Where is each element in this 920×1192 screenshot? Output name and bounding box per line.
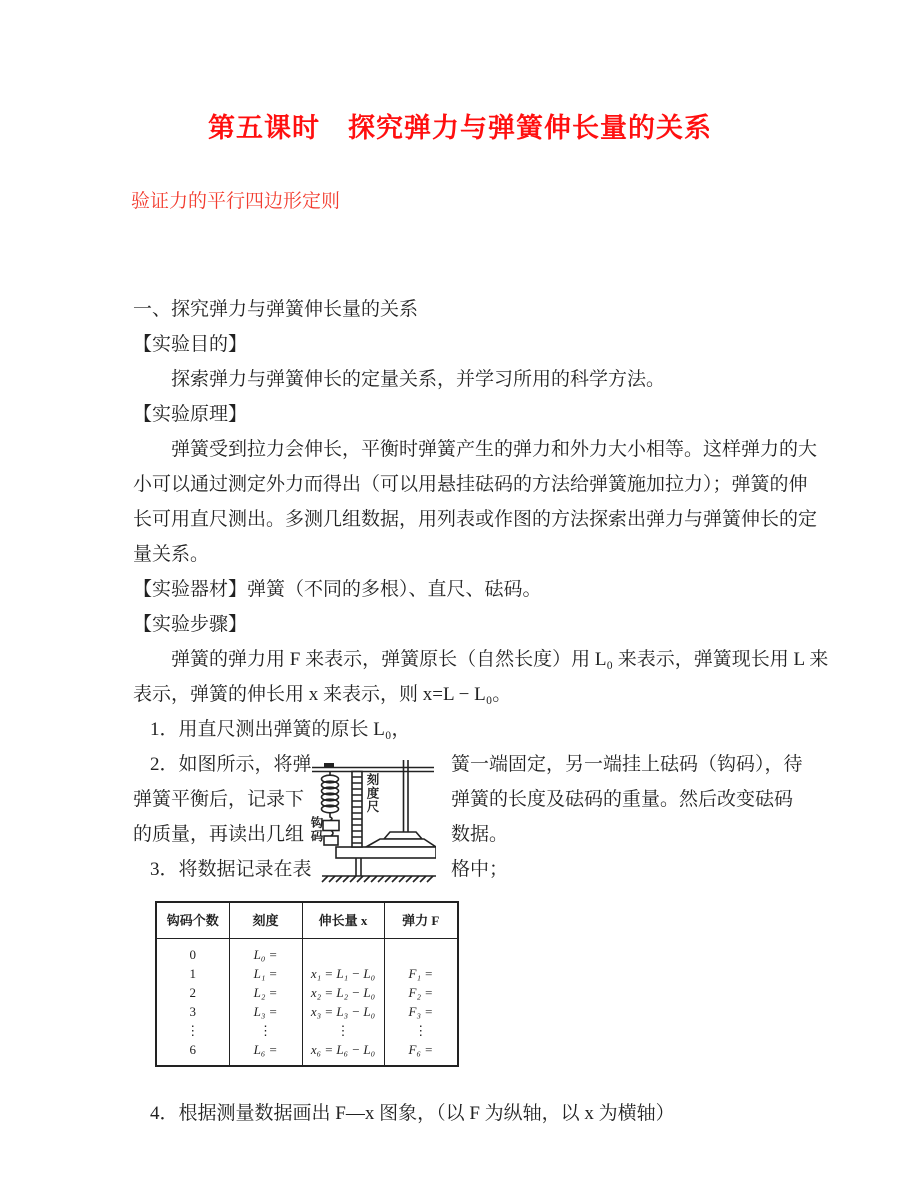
table-header-cell: 伸长量 x <box>302 902 384 939</box>
stand-base <box>366 832 436 847</box>
table-row-ellipsis <box>156 1021 458 1040</box>
table-cell: x₁ = L₁ − L₀ <box>302 964 384 983</box>
principle-line: 小可以通过测定外力而得出（可以用悬挂砝码的方法给弹簧施加拉力）；弹簧的伸 <box>133 474 808 495</box>
table-cell: F₃ = <box>384 1002 458 1021</box>
steps-intro-line: 表示，弹簧的伸长用 x 来表示，则 x=L − L₀。 <box>133 684 512 705</box>
table-header-cell: 刻度 <box>229 902 302 939</box>
step-2-right-line: 簧一端固定，另一端挂上砝码（钩码），待 <box>451 754 803 775</box>
table-cell: 1 <box>189 966 196 981</box>
step-4: 4．根据测量数据画出 F—x 图象，（以 F 为纵轴，以 x 为横轴） <box>150 1103 675 1124</box>
purpose-label: 【实验目的】 <box>133 334 248 355</box>
table-row <box>156 964 458 983</box>
step-3-right-line: 格中； <box>451 859 509 880</box>
table-cell: 2 <box>189 985 196 1000</box>
principle-line: 长可用直尺测出。多测几组数据，用列表或作图的方法探索出弹力与弹簧伸长的定 <box>133 509 818 530</box>
table-cell: x₃ = L₃ − L₀ <box>302 1002 384 1021</box>
figure-right-text-column <box>451 747 836 887</box>
table-cell: 0 <box>189 947 196 962</box>
table-cell: x₂ = L₂ − L₀ <box>302 983 384 1002</box>
table-cell: L₆ = <box>229 1040 302 1066</box>
step-2-left-line: 弹簧平衡后，记录下 <box>133 789 305 810</box>
table-row <box>156 983 458 1002</box>
table-row <box>156 1040 458 1066</box>
table-cell: ⋮ <box>186 1023 200 1038</box>
ruler <box>352 772 362 848</box>
step-2-left-line: 2．如图所示，将弹 <box>150 754 312 775</box>
table-cell: 3 <box>189 1004 196 1019</box>
table-cell: L₁ = <box>229 964 302 983</box>
principle-line: 量关系。 <box>133 544 210 565</box>
purpose-text: 探索弹力与弹簧伸长的定量关系，并学习所用的科学方法。 <box>171 369 666 390</box>
table-cell: ⋮ <box>229 1021 302 1040</box>
weights-label: 钩码 <box>309 816 323 843</box>
table-cell: x₆ = L₆ − L₀ <box>302 1040 384 1066</box>
materials-line: 【实验器材】弹簧（不同的多根）、直尺、砝码。 <box>133 579 542 600</box>
table-cell: F₂ = <box>384 983 458 1002</box>
document-body <box>133 292 836 1131</box>
table-header-cell: 弹力 F <box>384 902 458 939</box>
table-cell: F₆ = <box>384 1040 458 1066</box>
table-cell: 6 <box>189 1042 196 1057</box>
section-heading: 一、探究弹力与弹簧伸长量的关系 <box>133 299 419 320</box>
table-cell: L₂ = <box>229 983 302 1002</box>
step-2-right-line: 数据。 <box>451 824 509 845</box>
step-3-left-line: 3．将数据记录在表 <box>150 859 312 880</box>
table-slab <box>336 847 436 876</box>
experiment-setup-figure <box>310 760 436 884</box>
ruler-label: 刻度尺 <box>365 773 379 814</box>
ground <box>322 876 436 882</box>
weights <box>323 821 339 846</box>
step-1: 1．用直尺测出弹簧的原长 L₀， <box>150 719 411 740</box>
step-2-3-with-figure <box>133 747 836 887</box>
table-header-cell: 钩码个数 <box>156 902 229 939</box>
table-cell: L₃ = <box>229 1002 302 1021</box>
table-cell <box>302 939 384 965</box>
table-row <box>156 939 458 965</box>
table-cell: L₀ = <box>229 939 302 965</box>
measurement-table <box>155 901 459 1067</box>
table-cell: ⋮ <box>384 1021 458 1040</box>
subtitle-text: 验证力的平行四边形定则 <box>131 191 341 212</box>
figure-left-text-column <box>133 747 310 887</box>
table-cell <box>384 939 458 965</box>
steps-label: 【实验步骤】 <box>133 614 248 635</box>
spring <box>322 772 339 821</box>
table-cell: ⋮ <box>302 1021 384 1040</box>
table-header-row <box>156 902 458 939</box>
principle-line: 弹簧受到拉力会伸长，平衡时弹簧产生的弹力和外力大小相等。这样弹力的大 <box>171 439 818 460</box>
page-title: 第五课时 探究弹力与弹簧伸长量的关系 <box>208 113 712 143</box>
step-2-left-line: 的质量，再读出几组 <box>133 824 305 845</box>
step-2-right-line: 弹簧的长度及砝码的重量。然后改变砝码 <box>451 789 794 810</box>
top-bar <box>312 763 434 772</box>
steps-intro-line: 弹簧的弹力用 F 来表示，弹簧原长（自然长度）用 L₀ 来表示，弹簧现长用 L 来 <box>171 649 829 670</box>
table-row <box>156 1002 458 1021</box>
table-cell: F₁ = <box>384 964 458 983</box>
spring-clamp <box>324 763 334 768</box>
principle-label: 【实验原理】 <box>133 404 248 425</box>
